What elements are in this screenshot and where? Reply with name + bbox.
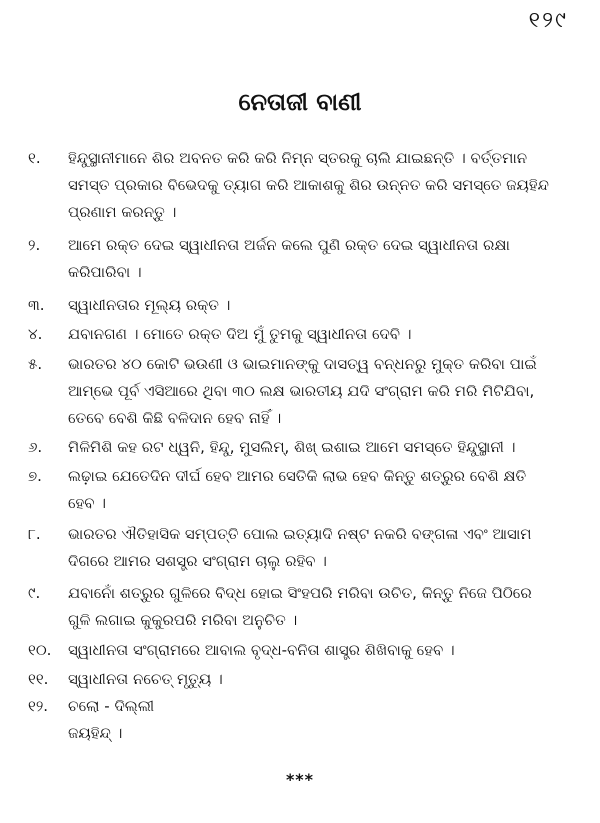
item-text: ପ୍ରଣାମ କରନ୍ତୁ । xyxy=(68,203,177,221)
item-number: ୧୨. xyxy=(28,697,49,715)
list-item xyxy=(28,325,588,352)
item-text: ଯବାନୋଁ ଶତ୍ରୁର ଗୁଳିରେ ବିଦ୍ଧ ହୋଇ ସିଂହପରି ମରିବା ଉଚିତ, କିନ୍ତୁ ନିଜେ ପିଠିରେ xyxy=(68,584,532,602)
item-text: ଭାରତର ଐତିହାସିକ ସମ୍ପତ୍ତି ପୋଲ ଇତ୍ୟାଦି ନଷ୍ଟ ନକରି ବଙ୍ଗଳା ଏବଂ ଆସାମ xyxy=(68,525,532,543)
page-title: ନେତାଜୀ ବାଣୀ xyxy=(238,88,362,116)
item-text: ସମସ୍ତ ପ୍ରକାର ବିଭେଦକୁ ତ୍ୟାଗ କରି ଆକାଶକୁ ଶିର ଉନ୍ନତ କରି ସମସ୍ତେ ଜୟହିନ୍ଦ xyxy=(68,176,549,194)
item-number: ୬. xyxy=(28,438,43,456)
list-item xyxy=(28,467,588,521)
list-item xyxy=(28,525,588,579)
item-text: ତେବେ ବେଶି କିଛି ବଳିଦାନ ହେବ ନାହିଁ । xyxy=(68,409,282,427)
item-text: ଜୟହିନ୍ଦ୍ । xyxy=(68,724,123,742)
item-text: ହିନ୍ଦୁସ୍ଥାନୀମାନେ ଶିର ଅବନତ କରି କରି ନିମ୍ନ ସ୍ତରକୁ ଚାଲି ଯାଇଛନ୍ତି । ବର୍ତ୍ତମାନ xyxy=(68,149,528,167)
item-number: ୧୦. xyxy=(28,641,52,659)
item-text: ହେବ । xyxy=(68,494,107,512)
list-item xyxy=(28,584,588,638)
section-end-ornament: *** xyxy=(285,770,315,789)
item-text: ଭାରତର ୪୦ କୋଟି ଭଉଣୀ ଓ ଭାଇମାନଙ୍କୁ ଦାସତ୍ୱ ବନ୍ଧନରୁ ମୁକ୍ତ କରିବା ପାଇଁ xyxy=(68,355,537,373)
item-text: ଆମେ ରକ୍ତ ଦେଇ ସ୍ୱାଧୀନତା ଅର୍ଜନ କଲେ ପୁଣି ରକ୍ତ ଦେଇ ସ୍ୱାଧୀନତା ରକ୍ଷା xyxy=(68,236,510,254)
list-item xyxy=(28,355,588,436)
item-number: ୫. xyxy=(28,355,43,373)
item-text: ସ୍ୱାଧୀନତାର ମୂଲ୍ୟ ରକ୍ତ । xyxy=(68,296,231,314)
item-text: ଆମ୍ଭେ ପୂର୍ବ ଏସିଆରେ ଥିବା ୩୦ ଲକ୍ଷ ଭାରତୀୟ ଯଦି ସଂଗ୍ରାମ କରି ମରି ମିଟିଯିବା, xyxy=(68,382,535,400)
list-item xyxy=(28,697,588,751)
item-text: ଚଲୋ - ଦିଲ୍ଲୀ xyxy=(68,697,155,715)
item-number: ୧୧. xyxy=(28,670,49,688)
item-number: ୪. xyxy=(28,325,43,343)
list-item xyxy=(28,149,588,229)
item-text: ସ୍ୱାଧୀନତା ନଚେତ୍ ମୃତ୍ୟୁ । xyxy=(68,670,223,688)
list-item xyxy=(28,670,588,697)
page-number: ୧୨୯ xyxy=(528,8,568,33)
item-text: ଲଢ଼ାଇ ଯେତେଦିନ ଦୀର୍ଘ ହେବ ଆମର ସେତିକି ଲାଭ ହେବ କିନ୍ତୁ ଶତ୍ରୁର ବେଶି କ୍ଷତି xyxy=(68,467,527,485)
item-number: ୭. xyxy=(28,467,42,485)
item-number: ୧. xyxy=(28,149,41,167)
list-item xyxy=(28,438,588,465)
item-number: ୨. xyxy=(28,236,41,254)
item-text: କରିପାରିବା । xyxy=(68,263,142,281)
item-text: ମିଳିମିଶି କହ ରଟ ଧ୍ୱନି, ହିନ୍ଦୁ, ମୁସଲିମ୍, ଶିଖ୍ ଇଶାଇ ଆମେ ସମସ୍ତେ ହିନ୍ଦୁସ୍ଥାନୀ । xyxy=(68,438,516,456)
item-text: ଦିଗରେ ଆମର ସଶସ୍ତ୍ର ସଂଗ୍ରାମ ଚାଲୁ ରହିବ । xyxy=(68,552,327,570)
list-item xyxy=(28,296,588,323)
item-text: ଯବାନଗଣ । ମୋତେ ରକ୍ତ ଦିଅ ମୁଁ ତୁମକୁ ସ୍ୱାଧୀନତା ଦେବି । xyxy=(68,325,412,343)
item-number: ୯. xyxy=(28,584,41,602)
item-number: ୩. xyxy=(28,296,45,314)
list-item xyxy=(28,236,588,290)
item-text: ଗୁଳି ଲଗାଇ କୁକୁରପରି ମରିବା ଅନୁଚିତ । xyxy=(68,611,298,629)
item-text: ସ୍ୱାଧୀନତା ସଂଗ୍ରାମରେ ଆବାଲ ବୃଦ୍ଧ-ବନିତା ଶାସ୍ତ୍ର ଶିଖିବାକୁ ହେବ । xyxy=(68,641,455,659)
list-item xyxy=(28,641,588,668)
item-number: ୮. xyxy=(28,525,41,543)
